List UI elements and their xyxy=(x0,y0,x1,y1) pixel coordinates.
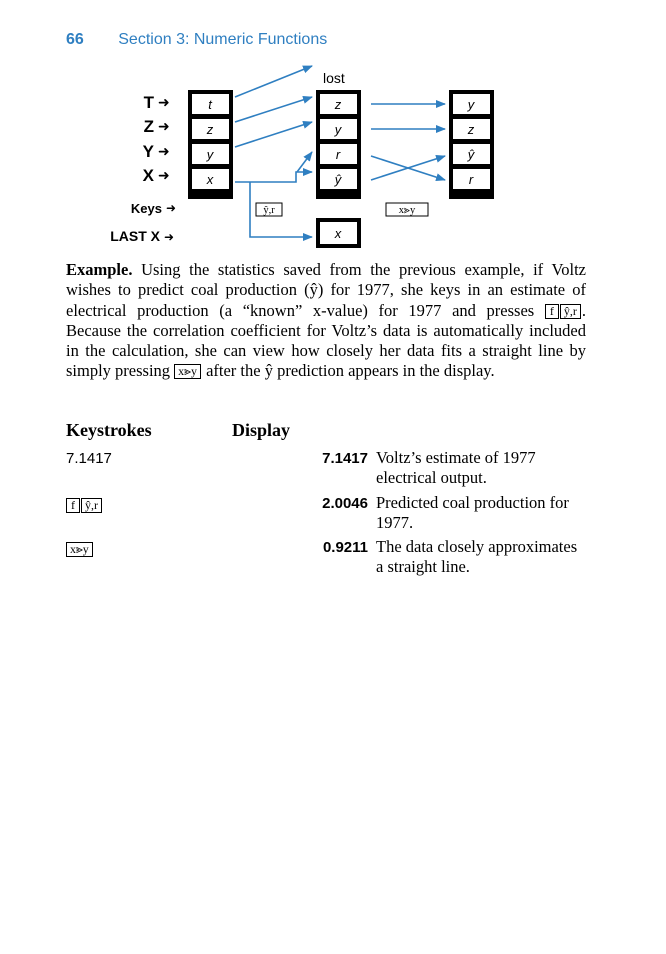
row-keystrokes xyxy=(66,497,103,514)
row-description: Voltz’s estimate of 1977 electrical output. xyxy=(376,448,536,487)
keystroke-table xyxy=(66,420,586,601)
register-r: r xyxy=(468,172,474,187)
key-f: f xyxy=(66,498,80,513)
example-lead: Example. xyxy=(66,260,133,279)
row-display: 0.9211 xyxy=(322,539,368,556)
section-title: Section 3: Numeric Functions xyxy=(118,31,328,48)
column-keystrokes: Keystrokes xyxy=(66,420,152,440)
key-swap: x⪢y xyxy=(174,364,201,379)
row-description: The data closely approximates a straight line. xyxy=(376,537,578,576)
register-y: y xyxy=(334,122,342,137)
key-yr xyxy=(256,203,282,216)
register-r: r xyxy=(335,147,341,162)
row-display: 7.1417 xyxy=(322,450,368,467)
arrow-icon: ➜ xyxy=(158,95,170,111)
stack-label-y: Y xyxy=(142,142,154,161)
stack-label-t: T xyxy=(143,93,154,112)
register-z: z xyxy=(334,97,342,112)
key-yr: ŷ,r xyxy=(560,304,581,319)
stack-label-z: Z xyxy=(143,117,154,136)
example-text: . Because the correlation coefficient for Voltz’s data is automatically included in the calculation, she can view how closely her data fits a straight line by simply pressing xyxy=(66,300,586,381)
page-number: 66 xyxy=(66,31,84,48)
register-z: z xyxy=(467,122,475,137)
arrow-icon: ➜ xyxy=(158,168,170,184)
row-description: Predicted coal production for 1977. xyxy=(376,493,569,532)
table-row xyxy=(66,493,586,537)
stack-final xyxy=(449,90,494,199)
key-swap: x⪢y xyxy=(66,542,93,557)
register-z: z xyxy=(206,122,214,137)
stack-labels xyxy=(110,93,162,244)
row-keystrokes xyxy=(66,541,94,558)
register-lastx: x xyxy=(334,226,342,241)
register-x: x xyxy=(206,172,214,187)
arrow-icon: ➜ xyxy=(158,119,170,135)
table-row xyxy=(66,537,586,601)
keys-label: Keys xyxy=(130,201,162,216)
stack-label-arrows xyxy=(158,95,176,244)
stack-after xyxy=(316,90,361,199)
page-header xyxy=(66,31,327,49)
column-display: Display xyxy=(232,420,291,440)
arrow-icon: ➜ xyxy=(166,201,177,215)
stack-before xyxy=(188,90,233,199)
register-y: y xyxy=(467,97,475,112)
example-text: after the ŷ prediction appears in the display. xyxy=(201,361,495,381)
row-keystrokes: 7.1417 xyxy=(66,450,112,467)
stack-label-x: X xyxy=(142,166,154,185)
key-swap-label: x⪢y xyxy=(398,205,416,216)
table-header xyxy=(66,420,586,448)
key-f: f xyxy=(545,304,559,319)
example-text: Using the statistics saved from the previous example, if Voltz wishes to predict coal production (ŷ) for 1977, she keys in an estimate of electrical production (a “known” x-value) for 1977 and presses xyxy=(66,260,586,320)
key-yr-label: ŷ,r xyxy=(263,205,275,216)
register-y: y xyxy=(206,147,214,162)
arrow-icon: ➜ xyxy=(158,144,170,160)
row-display: 2.0046 xyxy=(322,495,368,512)
table-row xyxy=(66,448,586,493)
example-paragraph xyxy=(66,260,586,382)
key-yr: ŷ,r xyxy=(81,498,102,513)
register-t: t xyxy=(208,97,212,112)
arrow-icon: ➜ xyxy=(164,230,175,244)
lastx-label: LAST X xyxy=(110,228,160,244)
stack-diagram xyxy=(0,60,666,260)
register-y-hat: ŷ xyxy=(334,172,342,187)
lastx-register xyxy=(316,218,361,248)
lost-label: lost xyxy=(323,70,345,86)
key-swap xyxy=(386,203,428,216)
register-y-hat: ŷ xyxy=(467,147,475,162)
